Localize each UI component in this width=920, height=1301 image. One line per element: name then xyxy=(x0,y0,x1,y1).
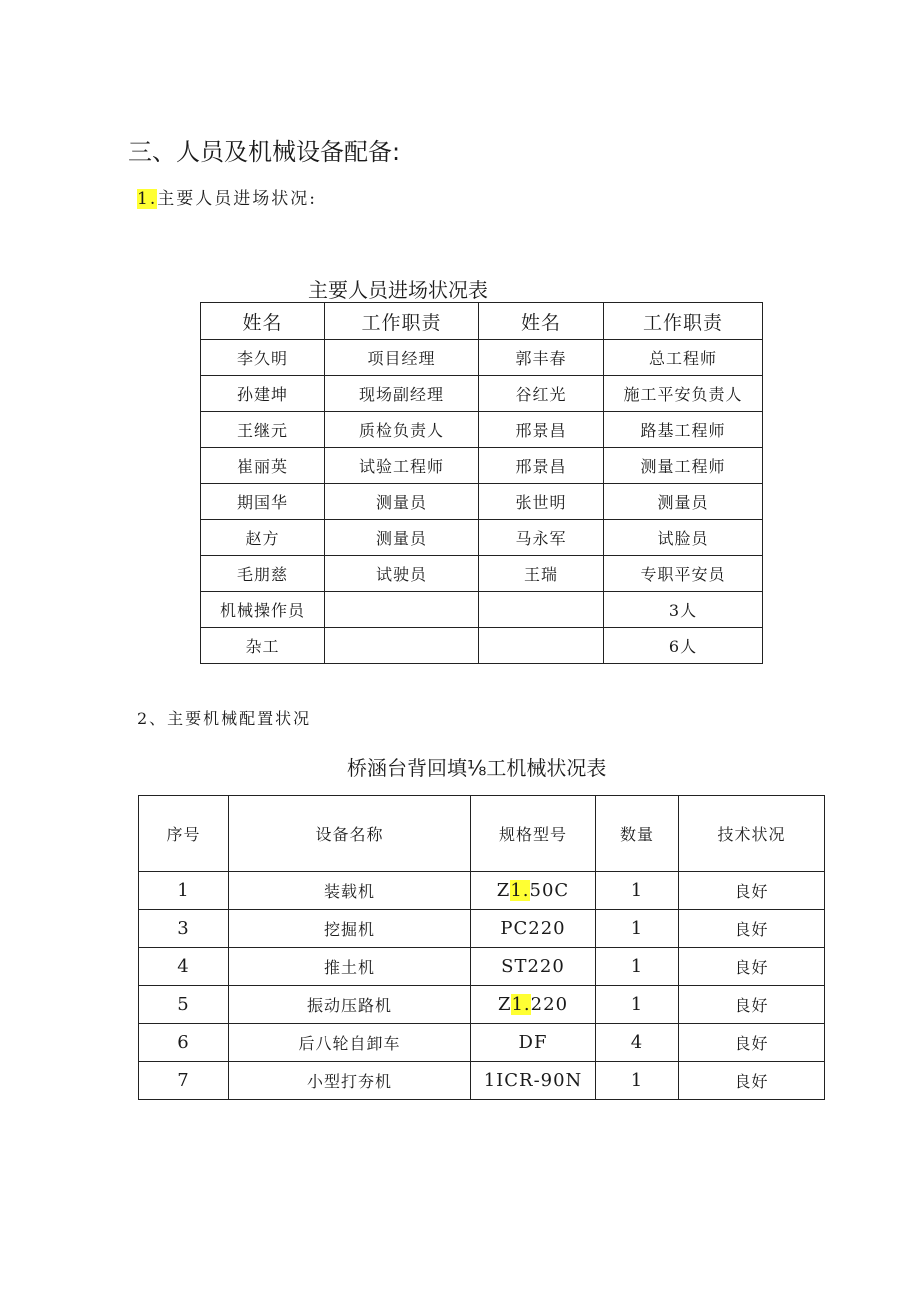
subsection-2-title: 2、主要机械配置状况 xyxy=(137,709,312,728)
machine-qty-cell: 4 xyxy=(596,1024,679,1062)
spec-text: 1ICR-90N xyxy=(483,1070,583,1091)
machine-qty-cell: 1 xyxy=(596,948,679,986)
personnel-cell: 孙建坤 xyxy=(201,376,325,412)
header-name-1: 姓名 xyxy=(201,303,325,340)
machine-row xyxy=(139,948,825,986)
personnel-cell: 路基工程师 xyxy=(604,412,763,448)
machine-name-cell: 后八轮自卸车 xyxy=(229,1024,471,1062)
spec-text: 50C xyxy=(529,880,570,901)
personnel-cell: 试脸员 xyxy=(604,520,763,556)
personnel-cell: 测量员 xyxy=(325,520,479,556)
personnel-cell: 赵方 xyxy=(201,520,325,556)
personnel-cell xyxy=(325,628,479,664)
personnel-cell xyxy=(325,592,479,628)
machine-spec-cell xyxy=(471,1062,596,1100)
personnel-row xyxy=(201,592,763,628)
header-spec: 规格型号 xyxy=(471,796,596,872)
personnel-cell: 测量员 xyxy=(604,484,763,520)
personnel-cell: 试验工程师 xyxy=(325,448,479,484)
personnel-row xyxy=(201,520,763,556)
personnel-cell: 杂工 xyxy=(201,628,325,664)
subsection-1-text: 主要人员进场状况: xyxy=(157,189,317,209)
personnel-cell: 郭丰春 xyxy=(479,340,604,376)
machine-name-cell: 小型打夯机 xyxy=(229,1062,471,1100)
machine-seq-cell: 7 xyxy=(139,1062,229,1100)
personnel-cell: 崔丽英 xyxy=(201,448,325,484)
personnel-cell: 马永军 xyxy=(479,520,604,556)
machine-qty-cell: 1 xyxy=(596,910,679,948)
machine-condition-cell: 良好 xyxy=(679,1024,825,1062)
personnel-row xyxy=(201,340,763,376)
personnel-cell: 测量员 xyxy=(325,484,479,520)
personnel-cell: 专职平安员 xyxy=(604,556,763,592)
machine-seq-cell: 6 xyxy=(139,1024,229,1062)
machine-name-cell: 推土机 xyxy=(229,948,471,986)
machine-row xyxy=(139,1024,825,1062)
machine-row xyxy=(139,1062,825,1100)
machine-qty-cell: 1 xyxy=(596,1062,679,1100)
section-heading: 三、人员及机械设备配备: xyxy=(128,138,401,166)
machine-seq-cell: 4 xyxy=(139,948,229,986)
personnel-row xyxy=(201,376,763,412)
spec-highlight: 1. xyxy=(510,880,530,901)
machine-table xyxy=(138,795,825,1100)
personnel-cell: 质检负责人 xyxy=(325,412,479,448)
personnel-cell: 邢景昌 xyxy=(479,412,604,448)
spec-text: Z xyxy=(496,880,511,901)
personnel-cell: 王继元 xyxy=(201,412,325,448)
personnel-row xyxy=(201,628,763,664)
header-equipment-name: 设备名称 xyxy=(229,796,471,872)
header-duty-1: 工作职责 xyxy=(325,303,479,340)
machine-condition-cell: 良好 xyxy=(679,1062,825,1100)
personnel-cell: 期国华 xyxy=(201,484,325,520)
personnel-cell: 测量工程师 xyxy=(604,448,763,484)
machine-condition-cell: 良好 xyxy=(679,910,825,948)
personnel-cell: 试驶员 xyxy=(325,556,479,592)
header-qty: 数量 xyxy=(596,796,679,872)
personnel-cell: 谷红光 xyxy=(479,376,604,412)
machine-row xyxy=(139,986,825,1024)
personnel-cell: 机械操作员 xyxy=(201,592,325,628)
machine-spec-cell xyxy=(471,986,596,1024)
header-condition: 技术状况 xyxy=(679,796,825,872)
personnel-row xyxy=(201,556,763,592)
machine-row xyxy=(139,910,825,948)
machine-condition-cell: 良好 xyxy=(679,948,825,986)
machine-condition-cell: 良好 xyxy=(679,986,825,1024)
machine-qty-cell: 1 xyxy=(596,986,679,1024)
personnel-cell xyxy=(479,628,604,664)
header-seq: 序号 xyxy=(139,796,229,872)
personnel-row xyxy=(201,484,763,520)
personnel-cell: 总工程师 xyxy=(604,340,763,376)
machine-spec-cell xyxy=(471,910,596,948)
spec-text: ST220 xyxy=(501,956,565,977)
spec-highlight: 1. xyxy=(511,994,531,1015)
machine-qty-cell: 1 xyxy=(596,872,679,910)
personnel-table xyxy=(200,302,763,664)
personnel-cell: 3人 xyxy=(604,592,763,628)
personnel-table-caption: 主要人员进场状况表 xyxy=(308,278,488,302)
personnel-cell: 6人 xyxy=(604,628,763,664)
personnel-cell: 现场副经理 xyxy=(325,376,479,412)
personnel-cell: 毛朋慈 xyxy=(201,556,325,592)
machine-seq-cell: 3 xyxy=(139,910,229,948)
subsection-1-number: 1. xyxy=(137,189,158,209)
personnel-cell: 张世明 xyxy=(479,484,604,520)
personnel-header-row xyxy=(201,303,763,340)
machine-condition-cell: 良好 xyxy=(679,872,825,910)
spec-text: Z xyxy=(497,994,512,1015)
machine-seq-cell: 5 xyxy=(139,986,229,1024)
machine-table-caption: 桥涵台背回填⅛工机械状况表 xyxy=(347,756,607,780)
machine-name-cell: 装载机 xyxy=(229,872,471,910)
personnel-cell: 项目经理 xyxy=(325,340,479,376)
personnel-cell xyxy=(479,592,604,628)
machine-seq-cell: 1 xyxy=(139,872,229,910)
machine-spec-cell xyxy=(471,872,596,910)
machine-name-cell: 振动压路机 xyxy=(229,986,471,1024)
spec-text: 220 xyxy=(530,994,569,1015)
spec-text: DF xyxy=(518,1032,548,1053)
personnel-row xyxy=(201,412,763,448)
personnel-cell: 邢景昌 xyxy=(479,448,604,484)
personnel-cell: 李久明 xyxy=(201,340,325,376)
machine-row xyxy=(139,872,825,910)
header-duty-2: 工作职责 xyxy=(604,303,763,340)
spec-text: PC220 xyxy=(500,918,566,939)
header-name-2: 姓名 xyxy=(479,303,604,340)
machine-header-row xyxy=(139,796,825,872)
personnel-row xyxy=(201,448,763,484)
personnel-cell: 王瑞 xyxy=(479,556,604,592)
machine-spec-cell xyxy=(471,948,596,986)
machine-spec-cell xyxy=(471,1024,596,1062)
machine-name-cell: 挖掘机 xyxy=(229,910,471,948)
subsection-1-title xyxy=(137,184,317,209)
personnel-cell: 施工平安负责人 xyxy=(604,376,763,412)
